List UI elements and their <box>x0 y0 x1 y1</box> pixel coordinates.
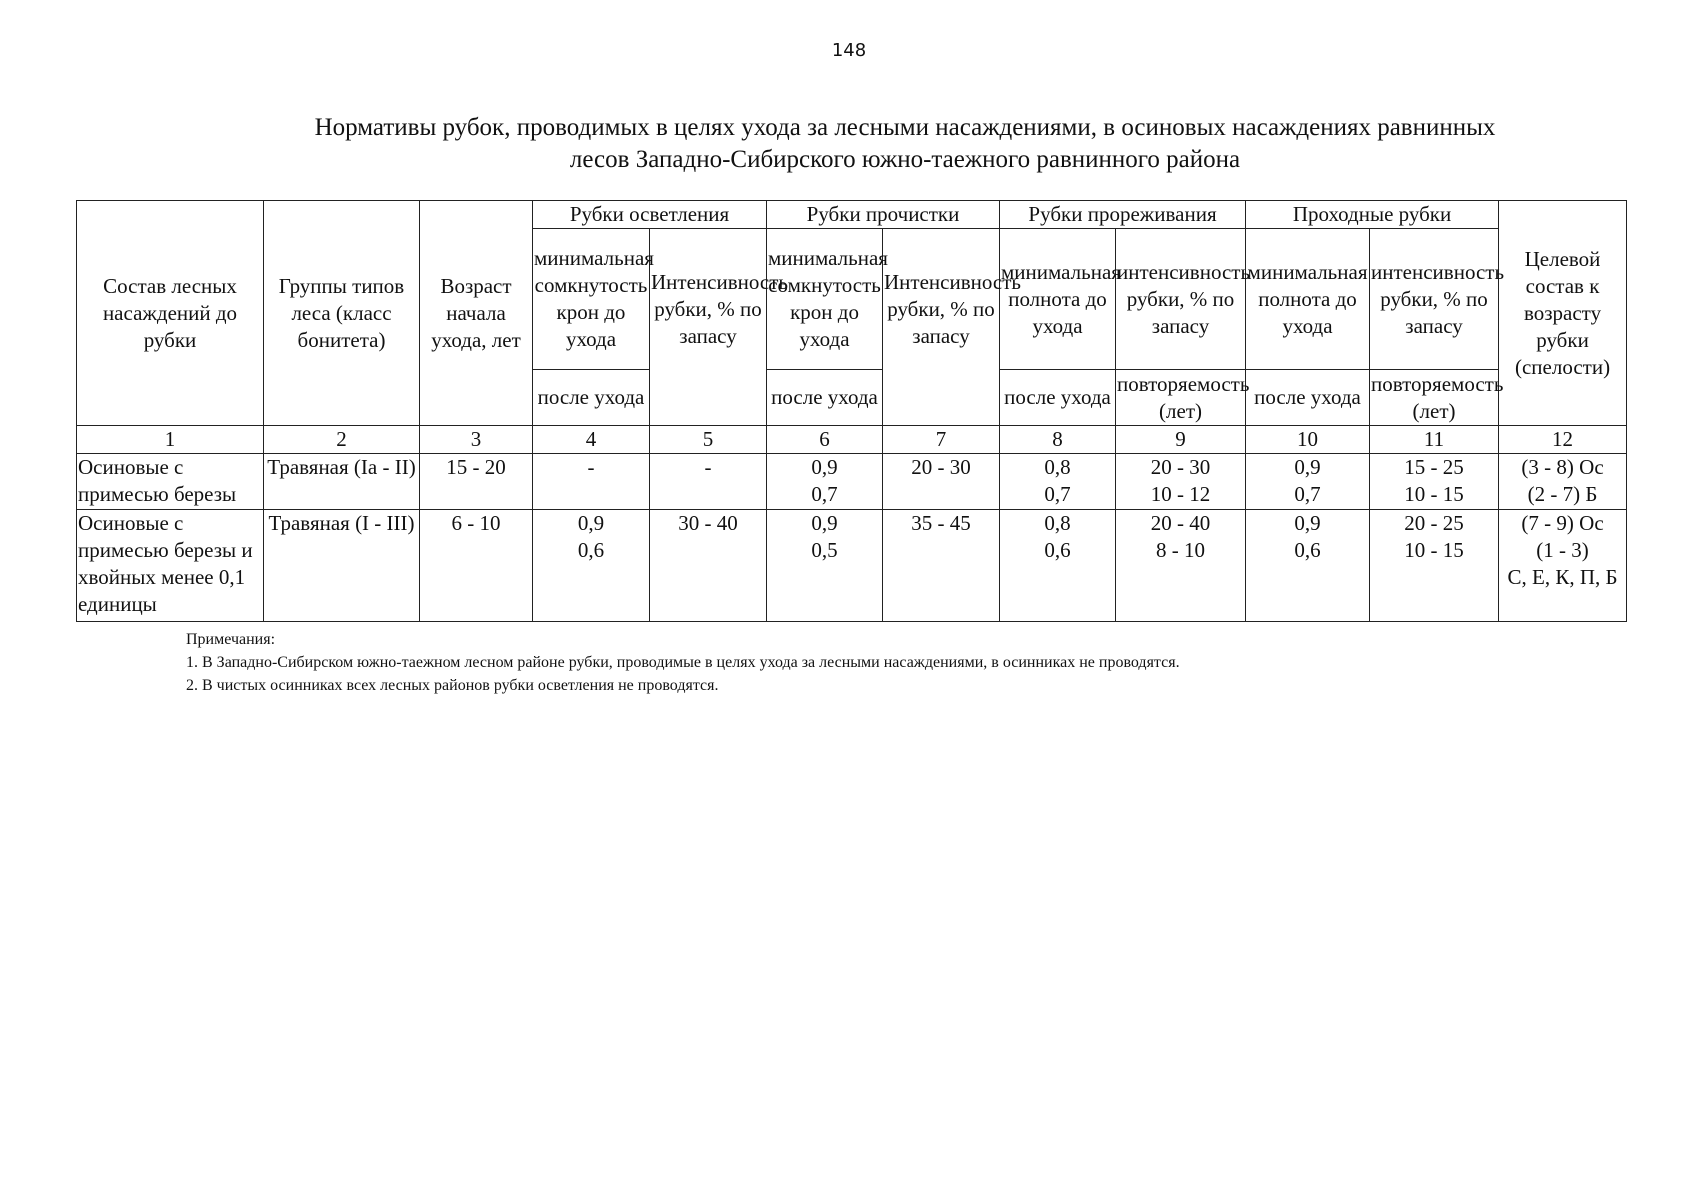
cell-prh-density: 0,9 0,6 <box>1246 510 1370 622</box>
cell-osv-closure: - <box>533 454 650 510</box>
table-row <box>77 510 1627 622</box>
column-number: 7 <box>883 426 1000 454</box>
cell-forest-type: Травяная (Iа - II) <box>264 454 420 510</box>
table-row <box>77 454 1627 510</box>
column-number: 1 <box>77 426 264 454</box>
header-prh-repeat: повторяемость (лет) <box>1370 370 1499 426</box>
column-number: 6 <box>767 426 883 454</box>
header-composition: Состав лесных насаждений до рубки <box>77 201 264 426</box>
cell-prz-intensity: 20 - 30 10 - 12 <box>1116 454 1246 510</box>
norms-table <box>76 200 1627 622</box>
cell-pro-closure: 0,9 0,5 <box>767 510 883 622</box>
header-prh-intensity: интенсивность рубки, % по запасу <box>1370 229 1499 370</box>
header-osv-min-closure: минимальная сомкнутость крон до ухода <box>533 229 650 370</box>
header-prz-intensity: интенсивность рубки, % по запасу <box>1116 229 1246 370</box>
cell-pro-intensity: 20 - 30 <box>883 454 1000 510</box>
notes-heading: Примечания: <box>186 631 276 648</box>
header-prh-min-density: минимальная полнота до ухода <box>1246 229 1370 370</box>
cell-prz-density: 0,8 0,7 <box>1000 454 1116 510</box>
header-pro-after: после ухода <box>767 370 883 426</box>
cell-pro-intensity: 35 - 45 <box>883 510 1000 622</box>
cell-target-composition: (7 - 9) Ос (1 - 3) С, Е, К, П, Б <box>1499 510 1627 622</box>
header-row-groups <box>77 201 1627 229</box>
column-number: 9 <box>1116 426 1246 454</box>
header-group-osvetleniya: Рубки осветления <box>533 201 767 229</box>
header-prz-min-density: минимальная полнота до ухода <box>1000 229 1116 370</box>
column-number: 10 <box>1246 426 1370 454</box>
cell-osv-intensity: - <box>650 454 767 510</box>
column-number: 11 <box>1370 426 1499 454</box>
header-group-prokhodnye: Проходные рубки <box>1246 201 1499 229</box>
header-forest-types: Группы типов леса (класс бонитета) <box>264 201 420 426</box>
header-pro-intensity: Интенсивность рубки, % по запасу <box>883 229 1000 426</box>
header-pro-min-closure: минимальная сомкнутость крон до ухода <box>767 229 883 370</box>
cell-prh-density: 0,9 0,7 <box>1246 454 1370 510</box>
column-number: 12 <box>1499 426 1627 454</box>
note-item: 2. В чистых осинниках всех лесных районов рубки осветления не проводятся. <box>186 677 719 694</box>
header-osv-after: после ухода <box>533 370 650 426</box>
cell-prh-intensity: 20 - 25 10 - 15 <box>1370 510 1499 622</box>
header-target-composition: Целевой состав к возрасту рубки (спелости) <box>1499 201 1627 426</box>
column-number: 2 <box>264 426 420 454</box>
cell-osv-closure: 0,9 0,6 <box>533 510 650 622</box>
header-group-prorezhivaniya: Рубки прореживания <box>1000 201 1246 229</box>
header-group-prochistki: Рубки прочистки <box>767 201 1000 229</box>
column-number: 4 <box>533 426 650 454</box>
cell-target-composition: (3 - 8) Ос (2 - 7) Б <box>1499 454 1627 510</box>
column-number: 3 <box>420 426 533 454</box>
header-osv-intensity: Интенсивность рубки, % по запасу <box>650 229 767 426</box>
title-line-2: лесов Западно-Сибирского южно-таежного равнинного района <box>569 146 1241 173</box>
cell-composition: Осиновые с примесью березы и хвойных менее 0,1 единицы <box>77 510 264 622</box>
cell-prh-intensity: 15 - 25 10 - 15 <box>1370 454 1499 510</box>
document-title <box>200 112 1610 176</box>
page-number: 148 <box>831 40 867 61</box>
cell-composition: Осиновые с примесью березы <box>77 454 264 510</box>
column-number: 8 <box>1000 426 1116 454</box>
title-line-1: Нормативы рубок, проводимых в целях ухода за лесными насаждениями, в осиновых насаждениях равнинных <box>314 114 1496 141</box>
cell-pro-closure: 0,9 0,7 <box>767 454 883 510</box>
cell-osv-intensity: 30 - 40 <box>650 510 767 622</box>
cell-prz-density: 0,8 0,6 <box>1000 510 1116 622</box>
cell-start-age: 6 - 10 <box>420 510 533 622</box>
notes <box>186 628 1586 697</box>
column-number: 5 <box>650 426 767 454</box>
note-item: 1. В Западно-Сибирском южно-таежном лесном районе рубки, проводимые в целях ухода за лесными насаждениями, в осинниках не проводятся. <box>186 654 1180 671</box>
column-numbers-row <box>77 426 1627 454</box>
cell-start-age: 15 - 20 <box>420 454 533 510</box>
cell-forest-type: Травяная (I - III) <box>264 510 420 622</box>
cell-prz-intensity: 20 - 40 8 - 10 <box>1116 510 1246 622</box>
header-prz-repeat: повторяемость (лет) <box>1116 370 1246 426</box>
header-prh-after: после ухода <box>1246 370 1370 426</box>
header-start-age: Возраст начала ухода, лет <box>420 201 533 426</box>
header-prz-after: после ухода <box>1000 370 1116 426</box>
